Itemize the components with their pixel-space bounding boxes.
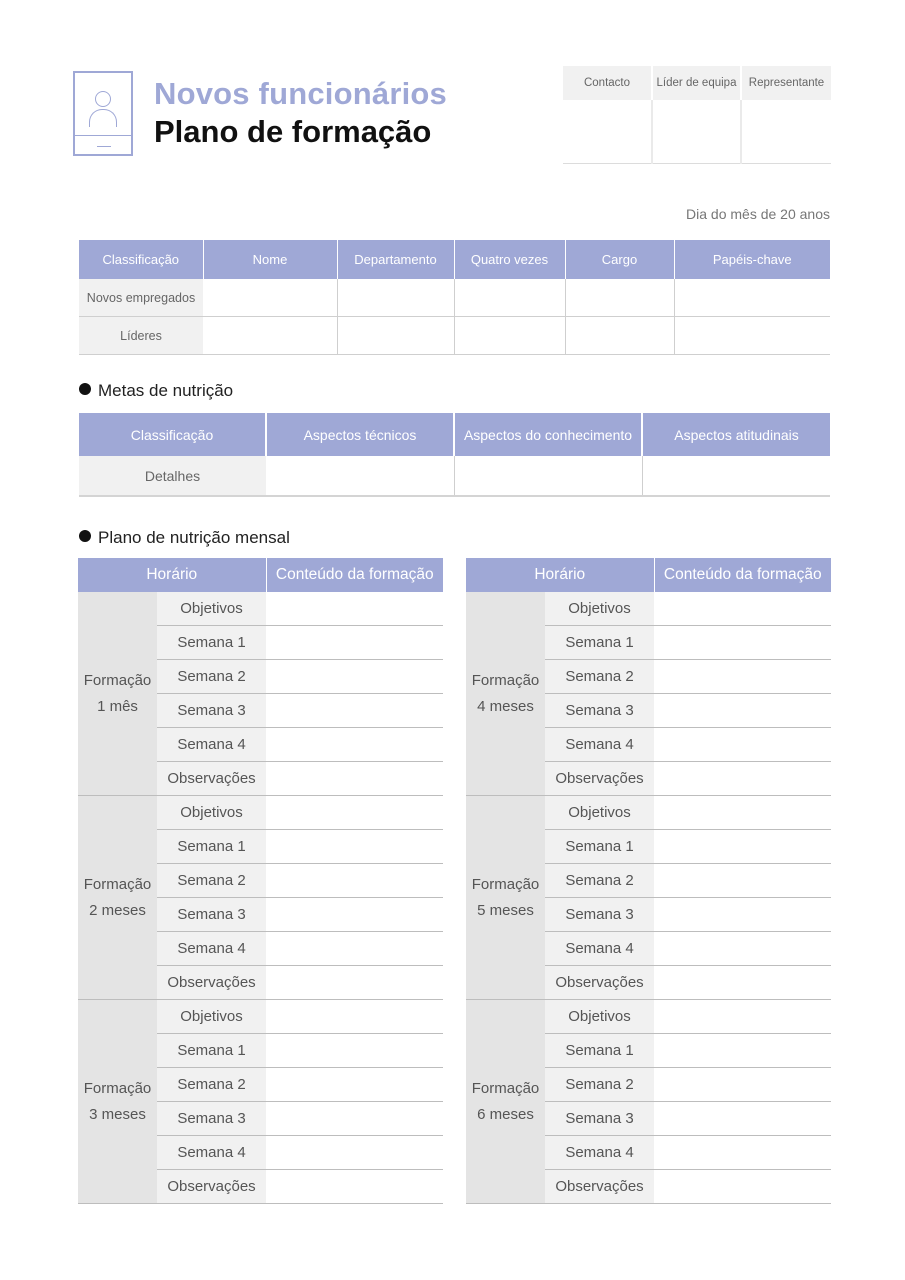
training-content-cell[interactable] — [654, 1136, 831, 1170]
approval-signature-cell[interactable] — [652, 100, 741, 164]
sub-row-label: Semana 3 — [157, 1102, 266, 1136]
period-label-line1: Formação — [83, 671, 152, 689]
training-content-cell[interactable] — [266, 728, 443, 762]
page-title-line1: Novos funcionários — [154, 76, 447, 111]
info-header: Classificação — [79, 240, 203, 279]
training-content-cell[interactable] — [654, 796, 831, 830]
training-period-label — [466, 1000, 545, 1204]
training-content-cell[interactable] — [266, 762, 443, 796]
period-label-line2: 3 meses — [89, 1105, 146, 1123]
goals-header: Aspectos do conhecimento — [454, 413, 642, 456]
approval-header-representative: Representante — [741, 66, 831, 100]
monthly-section-title — [79, 528, 290, 548]
training-content-cell[interactable] — [266, 932, 443, 966]
info-cell[interactable] — [203, 317, 337, 355]
date-line: Dia do mês de 20 anos — [686, 206, 830, 222]
training-period-label — [466, 592, 545, 796]
training-content-cell[interactable] — [654, 1000, 831, 1034]
sub-row-label: Objetivos — [545, 592, 654, 626]
sub-row-label: Observações — [545, 762, 654, 796]
training-content-cell[interactable] — [654, 932, 831, 966]
training-period-label — [78, 592, 157, 796]
training-content-cell[interactable] — [266, 660, 443, 694]
info-cell[interactable] — [565, 317, 674, 355]
training-content-cell[interactable] — [266, 864, 443, 898]
sub-row-label: Semana 1 — [545, 1034, 654, 1068]
goals-cell[interactable] — [266, 456, 454, 496]
sub-row-label: Semana 4 — [545, 1136, 654, 1170]
info-cell[interactable] — [337, 317, 454, 355]
header-content: Conteúdo da formação — [266, 558, 443, 592]
period-label-line1: Formação — [471, 671, 540, 689]
training-content-cell[interactable] — [654, 694, 831, 728]
info-cell[interactable] — [674, 317, 830, 355]
sub-row-label: Observações — [545, 966, 654, 1000]
training-content-cell[interactable] — [266, 694, 443, 728]
info-header: Papéis-chave — [674, 240, 830, 279]
sub-row-label: Semana 2 — [545, 864, 654, 898]
period-label-line2: 5 meses — [477, 901, 534, 919]
info-header: Nome — [203, 240, 337, 279]
sub-row-label: Semana 3 — [545, 694, 654, 728]
monthly-plan-table-left — [78, 558, 443, 1204]
training-content-cell[interactable] — [266, 898, 443, 932]
training-content-cell[interactable] — [654, 966, 831, 1000]
goals-cell[interactable] — [454, 456, 642, 496]
training-content-cell[interactable] — [654, 626, 831, 660]
training-content-cell[interactable] — [654, 660, 831, 694]
training-content-cell[interactable] — [654, 1102, 831, 1136]
info-header: Quatro vezes — [454, 240, 565, 279]
sub-row-label: Semana 2 — [157, 660, 266, 694]
goals-section-title — [79, 381, 233, 401]
sub-row-label: Observações — [545, 1170, 654, 1204]
sub-row-label: Semana 1 — [157, 626, 266, 660]
sub-row-label: Semana 3 — [157, 694, 266, 728]
header-time: Horário — [466, 558, 654, 592]
monthly-section-label: Plano de nutrição mensal — [98, 528, 290, 547]
training-content-cell[interactable] — [654, 898, 831, 932]
sub-row-label: Semana 1 — [157, 1034, 266, 1068]
sub-row-label: Semana 4 — [545, 932, 654, 966]
goals-header: Classificação — [79, 413, 266, 456]
approval-signature-cell[interactable] — [563, 100, 652, 164]
training-period-label — [78, 1000, 157, 1204]
training-content-cell[interactable] — [654, 1068, 831, 1102]
training-content-cell[interactable] — [654, 762, 831, 796]
training-content-cell[interactable] — [266, 626, 443, 660]
training-content-cell[interactable] — [266, 1034, 443, 1068]
training-period-label — [466, 796, 545, 1000]
bullet-icon — [79, 383, 91, 395]
sub-row-label: Semana 3 — [157, 898, 266, 932]
period-label-line1: Formação — [83, 875, 152, 893]
training-content-cell[interactable] — [266, 796, 443, 830]
sub-row-label: Semana 4 — [157, 1136, 266, 1170]
sub-row-label: Semana 3 — [545, 1102, 654, 1136]
sub-row-label: Objetivos — [157, 796, 266, 830]
training-content-cell[interactable] — [266, 966, 443, 1000]
info-cell[interactable] — [454, 317, 565, 355]
header-content: Conteúdo da formação — [654, 558, 831, 592]
sub-row-label: Semana 1 — [157, 830, 266, 864]
goals-section-label: Metas de nutrição — [98, 381, 234, 400]
period-label-line2: 4 meses — [477, 697, 534, 715]
sub-row-label: Observações — [157, 762, 266, 796]
goals-row-label: Detalhes — [79, 456, 266, 496]
info-header: Departamento — [337, 240, 454, 279]
employee-info-table — [79, 240, 830, 355]
info-row-label: Líderes — [79, 317, 203, 355]
bullet-icon — [79, 530, 91, 542]
training-content-cell[interactable] — [654, 864, 831, 898]
page-title-line2: Plano de formação — [154, 114, 432, 149]
info-cell[interactable] — [203, 279, 337, 317]
sub-row-label: Observações — [157, 1170, 266, 1204]
training-content-cell[interactable] — [266, 1170, 443, 1204]
goals-header: Aspectos técnicos — [266, 413, 454, 456]
goals-cell[interactable] — [642, 456, 830, 496]
info-cell[interactable] — [454, 279, 565, 317]
sub-row-label: Objetivos — [157, 592, 266, 626]
training-content-cell[interactable] — [266, 1102, 443, 1136]
training-content-cell[interactable] — [654, 1034, 831, 1068]
training-content-cell[interactable] — [266, 1068, 443, 1102]
approval-signature-cell[interactable] — [741, 100, 831, 164]
header-time: Horário — [78, 558, 266, 592]
profile-icon — [73, 71, 133, 156]
goals-table — [79, 413, 830, 497]
period-label-line1: Formação — [471, 875, 540, 893]
training-content-cell[interactable] — [654, 830, 831, 864]
training-period-label — [78, 796, 157, 1000]
monthly-plan-table-right — [466, 558, 831, 1204]
sub-row-label: Semana 2 — [157, 864, 266, 898]
sub-row-label: Observações — [157, 966, 266, 1000]
period-label-line2: 2 meses — [89, 901, 146, 919]
info-header: Cargo — [565, 240, 674, 279]
training-content-cell[interactable] — [266, 1136, 443, 1170]
training-content-cell[interactable] — [654, 728, 831, 762]
sub-row-label: Semana 3 — [545, 898, 654, 932]
sub-row-label: Objetivos — [545, 1000, 654, 1034]
sub-row-label: Semana 2 — [545, 660, 654, 694]
sub-row-label: Semana 1 — [545, 626, 654, 660]
period-label-line2: 1 mês — [97, 697, 138, 715]
sub-row-label: Semana 2 — [157, 1068, 266, 1102]
sub-row-label: Objetivos — [545, 796, 654, 830]
approval-box — [563, 66, 831, 164]
info-cell[interactable] — [337, 279, 454, 317]
goals-header: Aspectos atitudinais — [642, 413, 830, 456]
training-content-cell[interactable] — [266, 830, 443, 864]
sub-row-label: Semana 4 — [157, 932, 266, 966]
approval-header-contact: Contacto — [563, 66, 652, 100]
sub-row-label: Semana 1 — [545, 830, 654, 864]
period-label-line2: 6 meses — [477, 1105, 534, 1123]
sub-row-label: Semana 4 — [545, 728, 654, 762]
approval-header-team-leader: Líder de equipa — [652, 66, 741, 100]
period-label-line1: Formação — [471, 1079, 540, 1097]
sub-row-label: Semana 2 — [545, 1068, 654, 1102]
sub-row-label: Semana 4 — [157, 728, 266, 762]
training-content-cell[interactable] — [266, 1000, 443, 1034]
period-label-line1: Formação — [83, 1079, 152, 1097]
training-content-cell[interactable] — [266, 592, 443, 626]
info-cell[interactable] — [674, 279, 830, 317]
info-cell[interactable] — [565, 279, 674, 317]
info-row-label: Novos empregados — [79, 279, 203, 317]
training-content-cell[interactable] — [654, 592, 831, 626]
sub-row-label: Objetivos — [157, 1000, 266, 1034]
training-content-cell[interactable] — [654, 1170, 831, 1204]
